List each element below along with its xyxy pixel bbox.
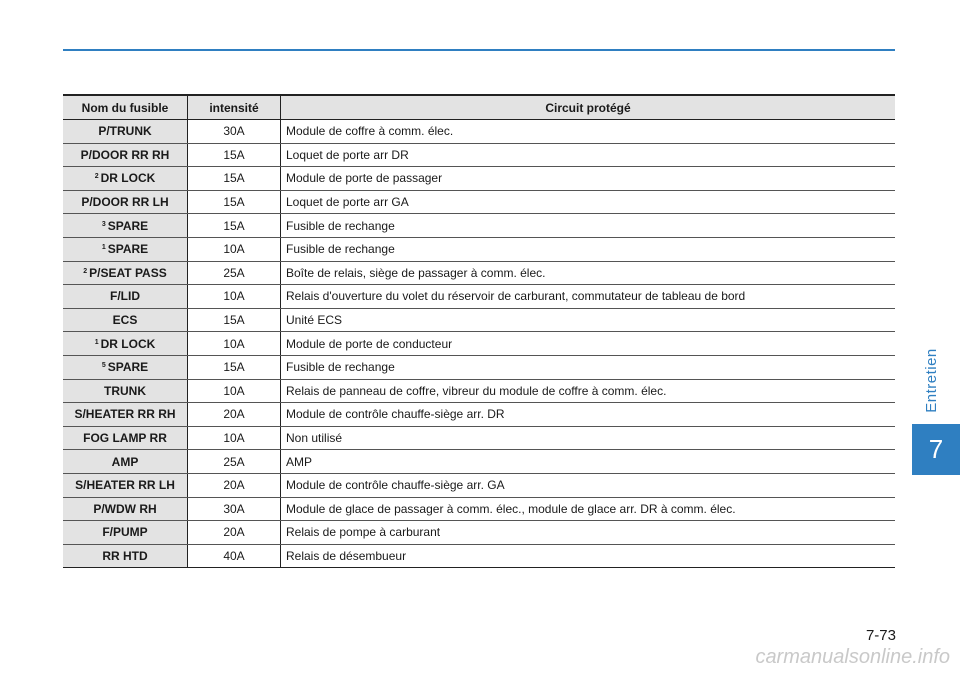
table-row bbox=[63, 544, 895, 568]
fuse-circuit: Non utilisé bbox=[281, 426, 896, 450]
fuse-amperage: 25A bbox=[188, 261, 281, 285]
fuse-amperage: 20A bbox=[188, 473, 281, 497]
fuse-name: RR HTD bbox=[102, 548, 148, 563]
table-row bbox=[63, 237, 895, 261]
fuse-name: SPARE bbox=[107, 242, 149, 257]
fuse-name-cell bbox=[63, 450, 188, 474]
fuse-circuit: Module de coffre à comm. élec. bbox=[281, 120, 896, 144]
fuse-amperage: 20A bbox=[188, 403, 281, 427]
table-row bbox=[63, 214, 895, 238]
fuse-circuit: AMP bbox=[281, 450, 896, 474]
column-header-fuse-name: Nom du fusible bbox=[63, 95, 188, 120]
fuse-name: P/WDW RH bbox=[93, 501, 157, 516]
fuse-name-cell bbox=[63, 167, 188, 191]
fuse-name: P/TRUNK bbox=[98, 124, 152, 139]
fuse-name-cell bbox=[63, 120, 188, 144]
fuse-name: F/PUMP bbox=[102, 525, 148, 540]
fuse-circuit: Module de contrôle chauffe-siège arr. DR bbox=[281, 403, 896, 427]
table-row bbox=[63, 167, 895, 191]
table-row bbox=[63, 190, 895, 214]
fuse-name: P/DOOR RR RH bbox=[80, 147, 170, 162]
fuse-name-cell bbox=[63, 544, 188, 568]
fuse-name: FOG LAMP RR bbox=[83, 431, 167, 446]
fuse-amperage: 10A bbox=[188, 285, 281, 309]
fuse-name-cell bbox=[63, 379, 188, 403]
fuse-name-cell bbox=[63, 190, 188, 214]
fuse-amperage: 25A bbox=[188, 450, 281, 474]
section-label bbox=[913, 342, 949, 418]
fuse-circuit: Relais d'ouverture du volet du réservoir de carburant, commutateur de tableau de bord bbox=[281, 285, 896, 309]
table-row bbox=[63, 308, 895, 332]
fuse-name: SPARE bbox=[107, 218, 149, 233]
table-row bbox=[63, 473, 895, 497]
fuse-amperage: 30A bbox=[188, 120, 281, 144]
fuse-superscript: 1 bbox=[101, 244, 106, 252]
fuse-circuit: Fusible de rechange bbox=[281, 237, 896, 261]
column-header-amperage: intensité bbox=[188, 95, 281, 120]
fuse-name-cell bbox=[63, 237, 188, 261]
table-header-row bbox=[63, 95, 895, 120]
fuse-name-cell bbox=[63, 403, 188, 427]
table-row bbox=[63, 497, 895, 521]
table-row bbox=[63, 355, 895, 379]
fuse-name-cell bbox=[63, 497, 188, 521]
fuse-circuit: Module de porte de passager bbox=[281, 167, 896, 191]
fuse-table bbox=[63, 94, 895, 568]
fuse-amperage: 40A bbox=[188, 544, 281, 568]
fuse-name-cell bbox=[63, 332, 188, 356]
fuse-circuit: Module de glace de passager à comm. élec., module de glace arr. DR à comm. élec. bbox=[281, 497, 896, 521]
table-row bbox=[63, 332, 895, 356]
fuse-name-cell bbox=[63, 473, 188, 497]
fuse-amperage: 15A bbox=[188, 167, 281, 191]
table-row bbox=[63, 426, 895, 450]
fuse-amperage: 30A bbox=[188, 497, 281, 521]
fuse-name-cell bbox=[63, 521, 188, 545]
fuse-superscript: 1 bbox=[94, 338, 99, 346]
fuse-name: ECS bbox=[112, 313, 138, 328]
fuse-amperage: 15A bbox=[188, 308, 281, 332]
fuse-name: S/HEATER RR LH bbox=[75, 478, 175, 493]
fuse-name: AMP bbox=[111, 454, 139, 469]
chapter-badge: 7 bbox=[912, 424, 960, 475]
table-row bbox=[63, 403, 895, 427]
fuse-name-cell bbox=[63, 261, 188, 285]
fuse-name: P/DOOR RR LH bbox=[81, 195, 169, 210]
fuse-name: F/LID bbox=[110, 289, 140, 304]
fuse-circuit: Fusible de rechange bbox=[281, 214, 896, 238]
fuse-superscript: 2 bbox=[94, 173, 99, 181]
fuse-amperage: 15A bbox=[188, 143, 281, 167]
fuse-amperage: 10A bbox=[188, 332, 281, 356]
page-number: 7-73 bbox=[865, 627, 896, 644]
section-label-text: Entretien bbox=[922, 347, 940, 413]
fuse-name: TRUNK bbox=[104, 383, 146, 398]
fuse-name: S/HEATER RR RH bbox=[74, 407, 176, 422]
table-row bbox=[63, 285, 895, 309]
header-rule bbox=[63, 49, 895, 51]
table-row bbox=[63, 521, 895, 545]
fuse-circuit: Loquet de porte arr GA bbox=[281, 190, 896, 214]
fuse-amperage: 20A bbox=[188, 521, 281, 545]
table-row bbox=[63, 120, 895, 144]
table-row bbox=[63, 261, 895, 285]
table-row bbox=[63, 143, 895, 167]
column-header-circuit: Circuit protégé bbox=[281, 95, 896, 120]
table-row bbox=[63, 379, 895, 403]
fuse-superscript: 5 bbox=[101, 362, 106, 370]
fuse-amperage: 15A bbox=[188, 355, 281, 379]
fuse-amperage: 10A bbox=[188, 426, 281, 450]
fuse-amperage: 10A bbox=[188, 237, 281, 261]
fuse-name-cell bbox=[63, 143, 188, 167]
fuse-superscript: 3 bbox=[101, 220, 106, 228]
fuse-circuit: Relais de désembueur bbox=[281, 544, 896, 568]
fuse-circuit: Boîte de relais, siège de passager à comm. élec. bbox=[281, 261, 896, 285]
fuse-name: DR LOCK bbox=[100, 171, 156, 186]
fuse-amperage: 15A bbox=[188, 214, 281, 238]
fuse-circuit: Fusible de rechange bbox=[281, 355, 896, 379]
fuse-table-body bbox=[63, 120, 895, 568]
fuse-name-cell bbox=[63, 355, 188, 379]
fuse-name: DR LOCK bbox=[100, 336, 156, 351]
fuse-amperage: 15A bbox=[188, 190, 281, 214]
fuse-superscript: 2 bbox=[83, 267, 88, 275]
fuse-name: SPARE bbox=[107, 360, 149, 375]
fuse-name-cell bbox=[63, 426, 188, 450]
fuse-name: P/SEAT PASS bbox=[89, 265, 167, 280]
watermark: carmanualsonline.info bbox=[755, 646, 950, 668]
fuse-circuit: Relais de panneau de coffre, vibreur du module de coffre à comm. élec. bbox=[281, 379, 896, 403]
fuse-name-cell bbox=[63, 308, 188, 332]
fuse-circuit: Module de contrôle chauffe-siège arr. GA bbox=[281, 473, 896, 497]
fuse-circuit: Unité ECS bbox=[281, 308, 896, 332]
fuse-name-cell bbox=[63, 214, 188, 238]
fuse-circuit: Module de porte de conducteur bbox=[281, 332, 896, 356]
fuse-amperage: 10A bbox=[188, 379, 281, 403]
fuse-circuit: Loquet de porte arr DR bbox=[281, 143, 896, 167]
fuse-circuit: Relais de pompe à carburant bbox=[281, 521, 896, 545]
table-row bbox=[63, 450, 895, 474]
fuse-name-cell bbox=[63, 285, 188, 309]
